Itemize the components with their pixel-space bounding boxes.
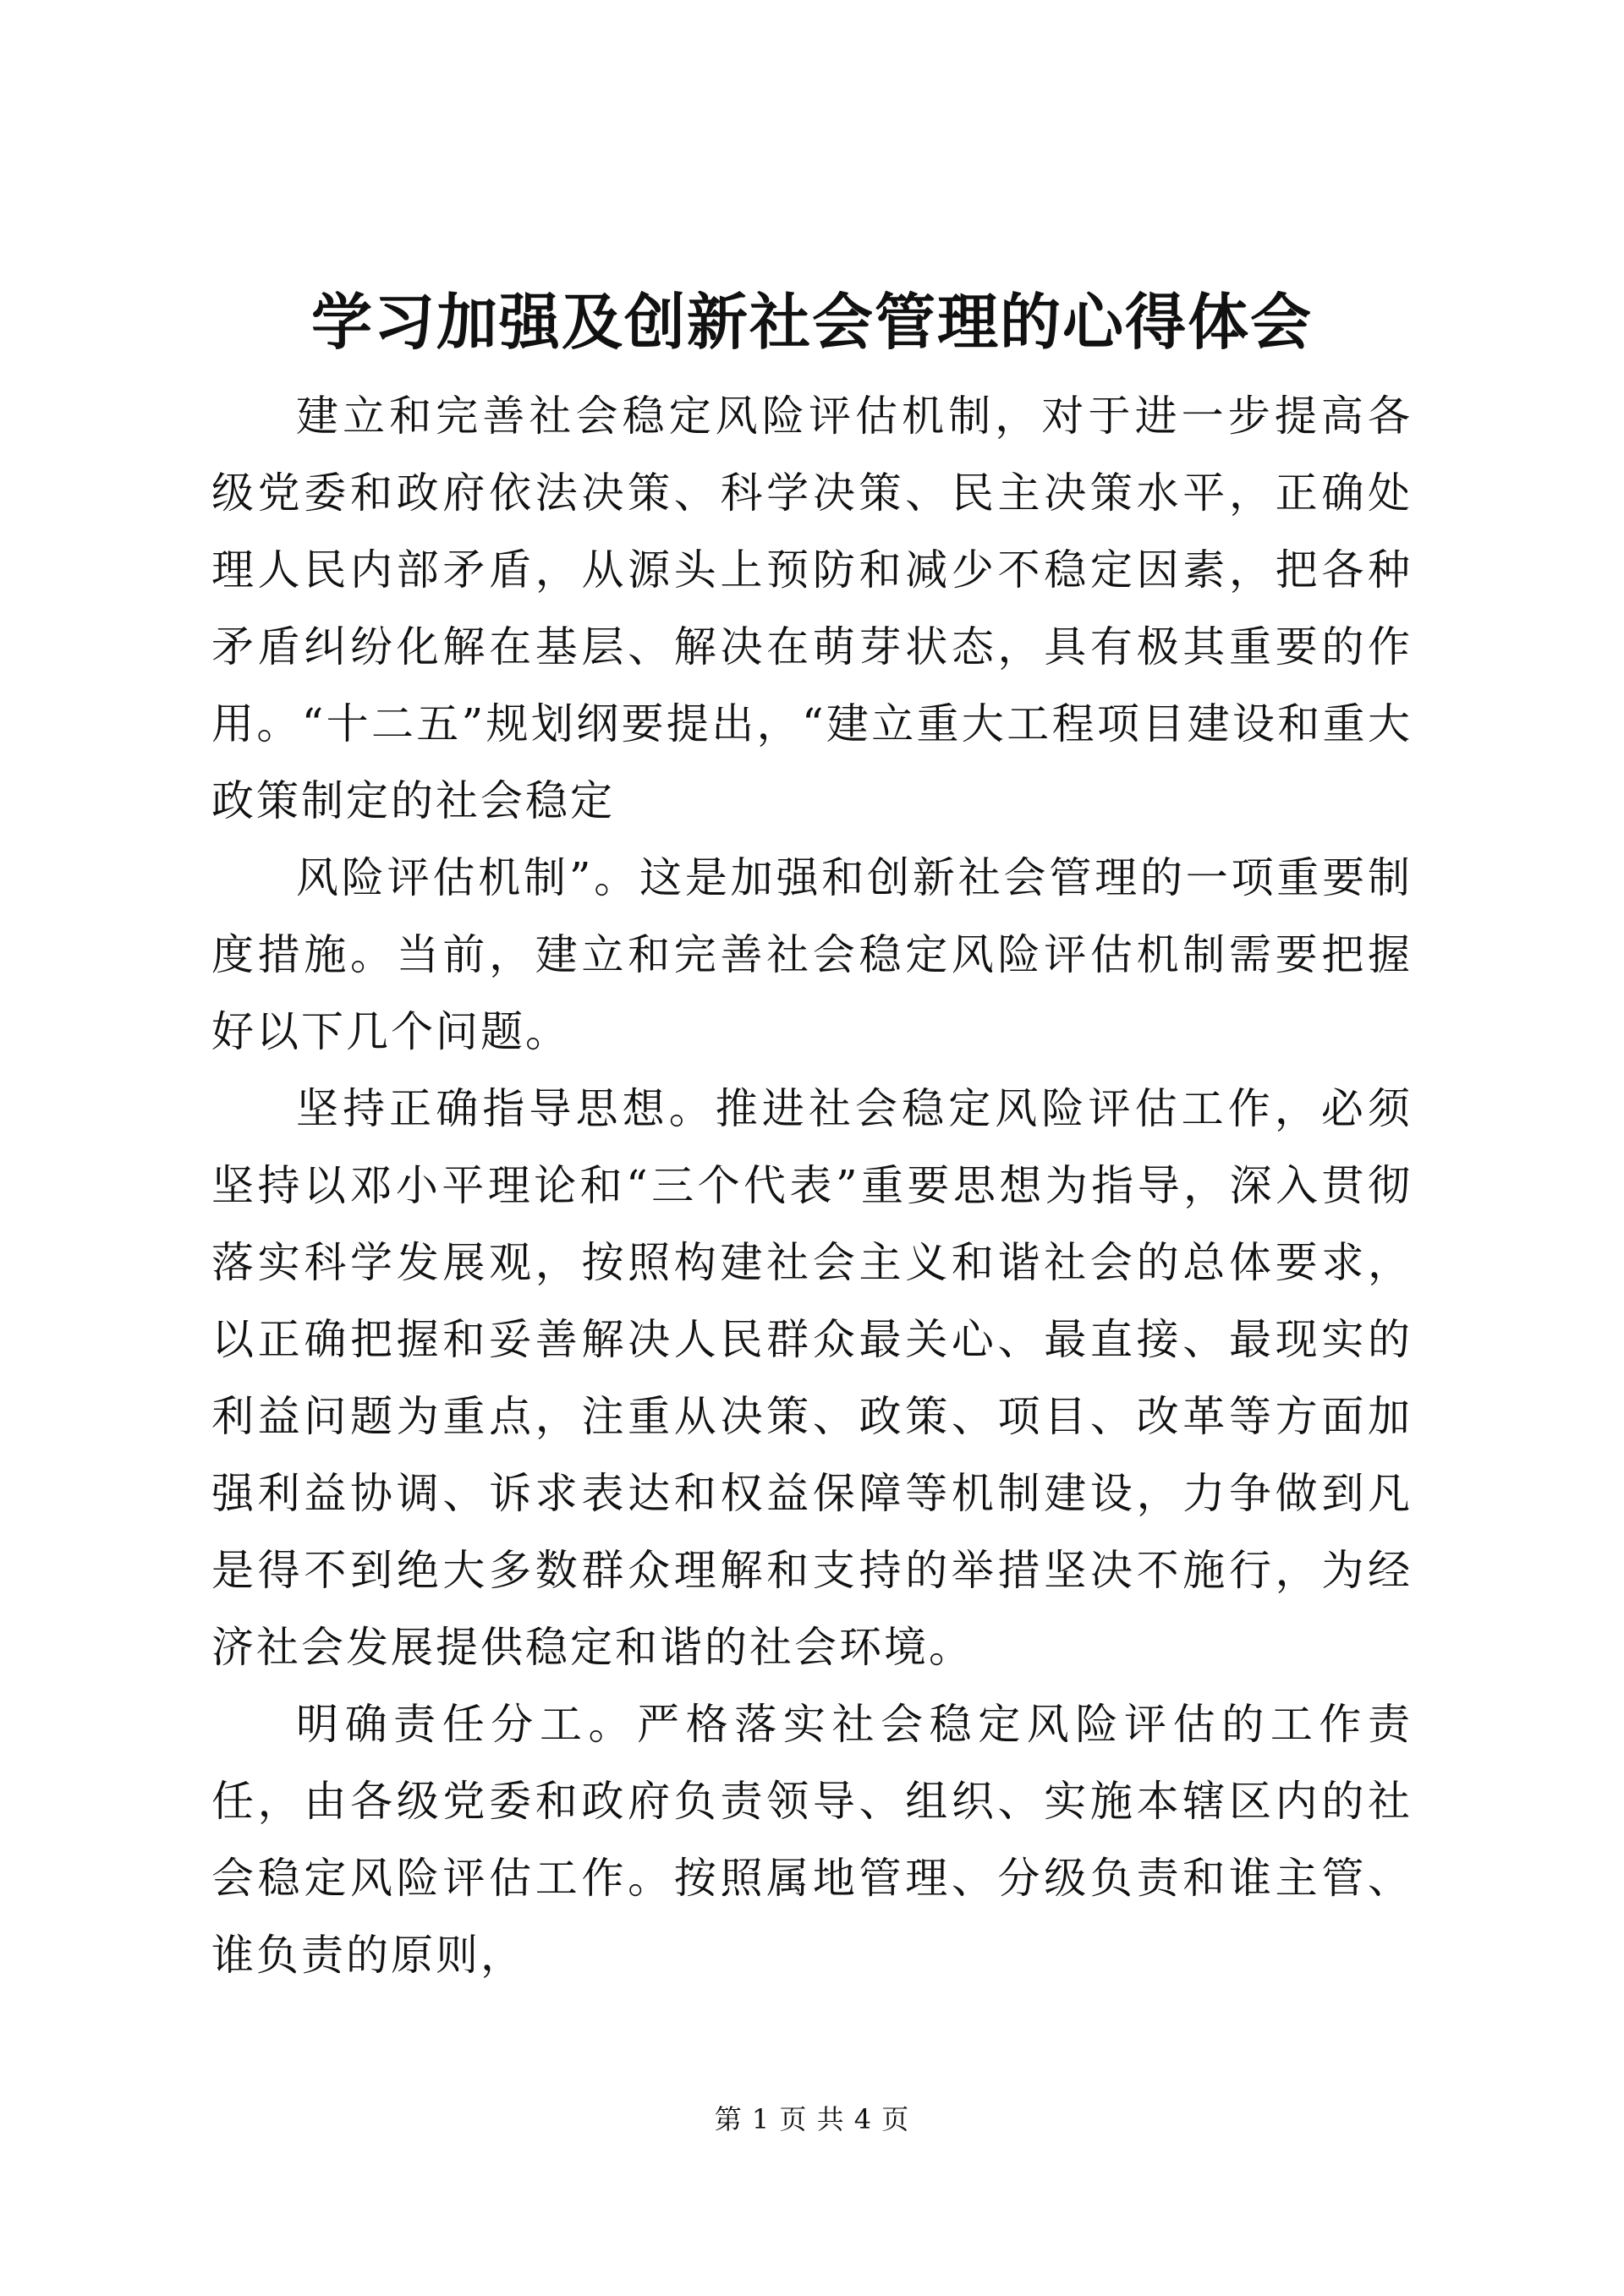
paragraph-2: 风险评估机制”。这是加强和创新社会管理的一项重要制度措施。当前，建立和完善社会稳定风险评估机制需要把握好以下几个问题。 [211,853,1413,1056]
document-title: 学习加强及创新社会管理的心得体会 [310,286,1313,358]
paragraph-1: 建立和完善社会稳定风险评估机制，对于进一步提高各级党委和政府依法决策、科学决策、民主决策水平，正确处理人民内部矛盾，从源头上预防和减少不稳定因素，把各种矛盾纠纷化解在基层、解决在萌芽状态，具有极其重要的作用。“十二五”规划纲要提出，“建立重大工程项目建设和重大政策制定的社会稳定 [211,392,1413,825]
document-body [211,378,1413,1994]
page-footer: 第 1 页 共 4 页 [714,2103,910,2135]
paragraph-4: 明确责任分工。严格落实社会稳定风险评估的工作责任，由各级党委和政府负责领导、组织、实施本辖区内的社会稳定风险评估工作。按照属地管理、分级负责和谁主管、谁负责的原则， [211,1700,1413,1980]
paragraph-3: 坚持正确指导思想。推进社会稳定风险评估工作，必须坚持以邓小平理论和“三个代表”重要思想为指导，深入贯彻落实科学发展观，按照构建社会主义和谐社会的总体要求，以正确把握和妥善解决人民群众最关心、最直接、最现实的利益问题为重点，注重从决策、政策、项目、改革等方面加强利益协调、诉求表达和权益保障等机制建设，力争做到凡是得不到绝大多数群众理解和支持的举措坚决不施行，为经济社会发展提供稳定和谐的社会环境。 [211,1084,1413,1672]
